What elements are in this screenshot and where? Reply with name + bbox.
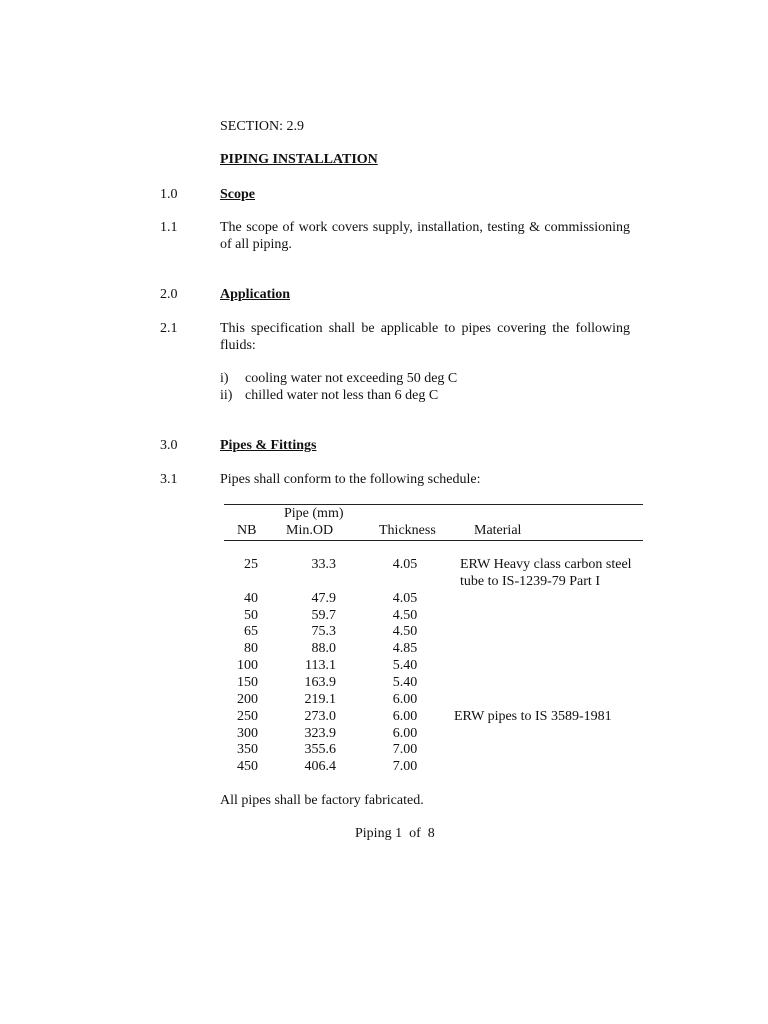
- clause-number: 2.1: [160, 321, 178, 336]
- table-cell-od: 59.7: [311, 608, 336, 623]
- table-cell-od: 47.9: [311, 591, 336, 606]
- list-item: cooling water not exceeding 50 deg C: [245, 371, 458, 386]
- table-cell-od: 88.0: [311, 641, 336, 656]
- table-cell-nb: 300: [237, 726, 258, 741]
- table-cell-nb: 100: [237, 658, 258, 673]
- section-number: 2.0: [160, 287, 178, 302]
- table-cell-thickness: 6.00: [392, 726, 418, 741]
- table-cell-thickness: 4.50: [392, 608, 418, 623]
- list-marker: i): [220, 371, 229, 386]
- clause-number: 3.1: [160, 472, 178, 487]
- table-cell-nb: 450: [237, 759, 258, 774]
- list-item: chilled water not less than 6 deg C: [245, 388, 439, 403]
- document-title: PIPING INSTALLATION: [220, 152, 378, 167]
- table-cell-od: 323.9: [304, 726, 336, 741]
- table-cell-od: 219.1: [304, 692, 336, 707]
- clause-text: The scope of work covers supply, installation, testing & commissioning of all piping.: [220, 220, 630, 252]
- table-cell-thickness: 6.00: [392, 692, 418, 707]
- clause-number: 1.1: [160, 220, 178, 235]
- table-cell-nb: 200: [237, 692, 258, 707]
- clause-text: Pipes shall conform to the following schedule:: [220, 472, 481, 487]
- table-cell-thickness: 4.05: [392, 557, 418, 572]
- table-cell-thickness: 4.85: [392, 641, 418, 656]
- table-group-header: Pipe (mm): [284, 506, 344, 521]
- table-cell-thickness: 5.40: [392, 658, 418, 673]
- table-cell-od: 113.1: [305, 658, 336, 673]
- table-cell-nb: 150: [237, 675, 258, 690]
- table-cell-nb: 50: [244, 608, 258, 623]
- table-cell-nb: 80: [244, 641, 258, 656]
- table-header-material: Material: [474, 523, 522, 538]
- table-cell-od: 163.9: [304, 675, 336, 690]
- section-heading-scope: Scope: [220, 187, 255, 202]
- table-cell-nb: 40: [244, 591, 258, 606]
- table-header-nb: NB: [237, 523, 257, 538]
- table-material-cell: ERW Heavy class carbon steel: [460, 557, 632, 572]
- table-cell-od: 75.3: [311, 624, 336, 639]
- note-text: All pipes shall be factory fabricated.: [220, 793, 424, 808]
- table-cell-od: 33.3: [311, 557, 336, 572]
- section-number: 3.0: [160, 438, 178, 453]
- table-material-cell: ERW pipes to IS 3589-1981: [454, 709, 612, 724]
- clause-text: This specification shall be applicable to pipes covering the following fluids:: [220, 321, 630, 353]
- list-marker: ii): [220, 388, 233, 403]
- table-header-thickness: Thickness: [379, 523, 436, 538]
- table-cell-od: 355.6: [304, 742, 336, 757]
- section-label: SECTION: 2.9: [220, 119, 304, 134]
- table-cell-thickness: 4.05: [392, 591, 418, 606]
- table-material-cell: tube to IS-1239-79 Part I: [460, 574, 600, 589]
- page-footer: Piping 1 of 8: [355, 826, 435, 841]
- table-cell-thickness: 7.00: [392, 759, 418, 774]
- table-cell-od: 273.0: [304, 709, 336, 724]
- table-cell-nb: 25: [244, 557, 258, 572]
- table-cell-thickness: 5.40: [392, 675, 418, 690]
- section-heading-pipes: Pipes & Fittings: [220, 438, 317, 453]
- section-number: 1.0: [160, 187, 178, 202]
- table-header-od: Min.OD: [286, 523, 334, 538]
- table-cell-nb: 350: [237, 742, 258, 757]
- section-heading-application: Application: [220, 287, 291, 302]
- table-cell-thickness: 6.00: [392, 709, 418, 724]
- table-cell-nb: 250: [237, 709, 258, 724]
- table-cell-thickness: 4.50: [392, 624, 418, 639]
- table-header-rule: [224, 540, 643, 541]
- table-cell-nb: 65: [244, 624, 258, 639]
- table-cell-od: 406.4: [304, 759, 336, 774]
- table-cell-thickness: 7.00: [392, 742, 418, 757]
